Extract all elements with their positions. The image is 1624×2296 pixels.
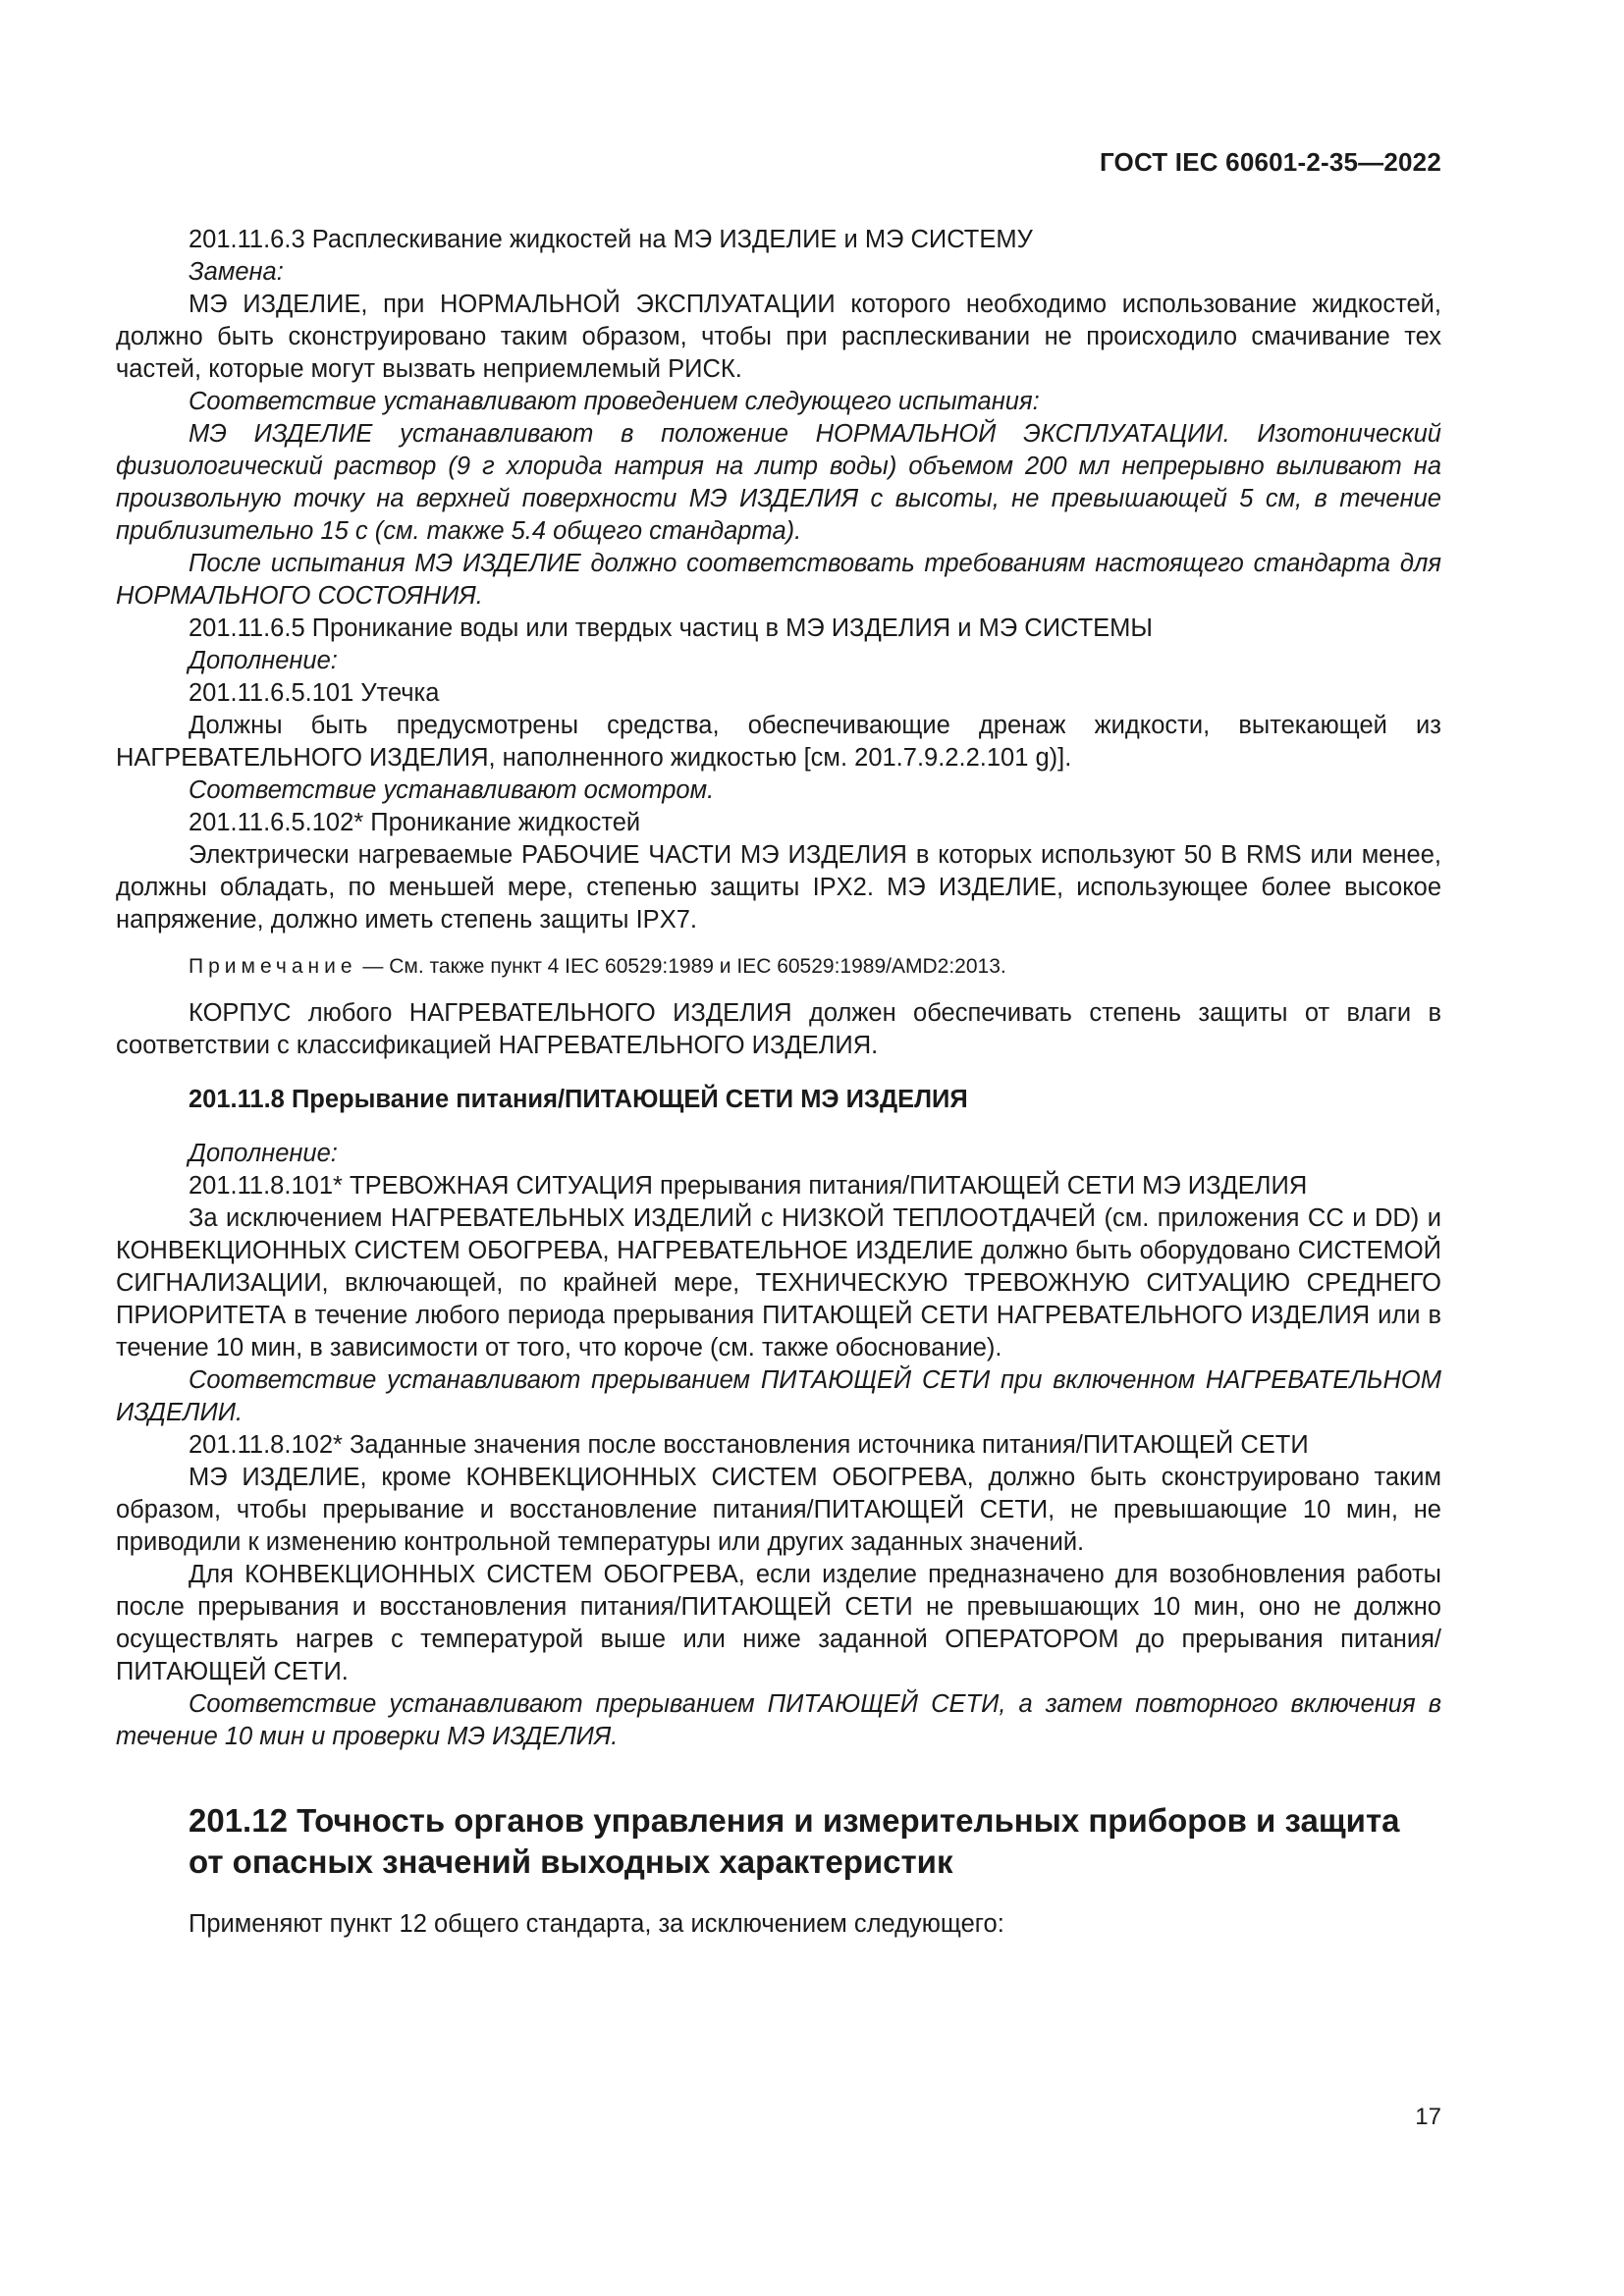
paragraph: За исключением НАГРЕВАТЕЛЬНЫХ ИЗДЕЛИЙ с НИЗКОЙ ТЕПЛООТДАЧЕЙ (см. приложения СС и DD) и КОНВЕКЦИОННЫХ СИСТЕМ ОБОГРЕВА, НАГРЕВАТЕЛЬНОЕ ИЗДЕЛИЕ должно быть оборудовано СИСТЕМОЙ СИГНАЛИЗАЦИИ, включающей, по крайней мере, ТЕХНИЧЕСКУЮ ТРЕВОЖНУЮ СИТУАЦИЮ СРЕДНЕГО ПРИОРИТЕТА в течение любого периода прерывания ПИТАЮЩЕЙ СЕТИ НАГРЕВАТЕЛЬНОГО ИЗДЕЛИЯ или в течение 10 мин, в зависимости от того, что короче (см. также обоснование). <box>116 1204 1441 1362</box>
paragraph: Электрически нагреваемые РАБОЧИЕ ЧАСТИ МЭ ИЗДЕЛИЯ в которых используют 50 В RMS или менее, должны обладать, по меньшей мере, степенью защиты IPX2. МЭ ИЗДЕЛИЕ, использующее более высокое напряжение, должно иметь степень защиты IPX7. <box>116 841 1441 934</box>
paragraph: 201.11.6.5.102* Проникание жидкостей <box>189 809 641 836</box>
paragraph: Соответствие устанавливают проведением следующего испытания: <box>189 388 1040 415</box>
note-label: Примечание <box>189 955 357 978</box>
clause-11-6-paragraphs <box>116 224 1441 936</box>
paragraph: Дополнение: <box>189 1140 338 1167</box>
paragraph: МЭ ИЗДЕЛИЕ, при НОРМАЛЬНОЙ ЭКСПЛУАТАЦИИ которого необходимо использование жидкостей, должно быть сконструировано таким образом, чтобы при расплескивании не происходило смачивание тех частей, которые могут вызвать неприемлемый РИСК. <box>116 291 1441 383</box>
paragraph: МЭ ИЗДЕЛИЕ устанавливают в положение НОРМАЛЬНОЙ ЭКСПЛУАТАЦИИ. Изотонический физиологический раствор (9 г хлорида натрия на литр воды) объемом 200 мл непрерывно выливают на произвольную точку на верхней поверхности МЭ ИЗДЕЛИЯ с высоты, не превышающей 5 см, в течение приблизительно 15 с (см. также 5.4 общего стандарта). <box>116 420 1441 545</box>
page-number: 17 <box>1415 2104 1441 2130</box>
paragraph: 201.11.6.5.101 Утечка <box>189 679 440 707</box>
paragraph: Соответствие устанавливают прерыванием ПИТАЮЩЕЙ СЕТИ, а затем повторного включения в течение 10 мин и проверки МЭ ИЗДЕЛИЯ. <box>116 1690 1441 1750</box>
paragraph: 201.11.6.5 Проникание воды или твердых частиц в МЭ ИЗДЕЛИЯ и МЭ СИСТЕМЫ <box>189 614 1153 642</box>
note <box>116 952 1441 982</box>
document-body <box>116 224 1441 1941</box>
document-id-header: ГОСТ IEC 60601-2-35—2022 <box>1099 147 1441 177</box>
paragraph: 201.11.8.102* Заданные значения после восстановления источника питания/ПИТАЮЩЕЙ СЕТИ <box>189 1431 1309 1459</box>
paragraph: 201.11.8.101* ТРЕВОЖНАЯ СИТУАЦИЯ прерывания питания/ПИТАЮЩЕЙ СЕТИ МЭ ИЗДЕЛИЯ <box>189 1172 1308 1200</box>
paragraph: 201.11.6.3 Расплескивание жидкостей на МЭ ИЗДЕЛИЕ и МЭ СИСТЕМУ <box>189 226 1033 253</box>
note-text: — См. также пункт 4 IEC 60529:1989 и IEC 60529:1989/AMD2:2013. <box>356 955 1006 978</box>
paragraph: Соответствие устанавливают прерыванием ПИТАЮЩЕЙ СЕТИ при включенном НАГРЕВАТЕЛЬНОМ ИЗДЕЛИИ. <box>116 1366 1441 1426</box>
paragraph: Для КОНВЕКЦИОННЫХ СИСТЕМ ОБОГРЕВА, если изделие предназначено для возобновления работы после прерывания и восстановления питания/ПИТАЮЩЕЙ СЕТИ не превышающих 10 мин, оно не должно осуществлять нагрев с температурой выше или ниже заданной ОПЕРАТОРОМ до прерывания питания/ПИТАЮЩЕЙ СЕТИ. <box>116 1561 1441 1685</box>
section-heading: 201.12 Точность органов управления и измерительных приборов и защита от опасных значений выходных характеристик <box>189 1802 1400 1880</box>
paragraph: Должны быть предусмотрены средства, обеспечивающие дренаж жидкости, вытекающей из НАГРЕВАТЕЛЬНОГО ИЗДЕЛИЯ, наполненного жидкостью [см. 201.7.9.2.2.101 g)]. <box>116 712 1441 772</box>
paragraph: Применяют пункт 12 общего стандарта, за исключением следующего: <box>189 1910 1004 1938</box>
paragraph: Замена: <box>189 258 284 286</box>
paragraph: После испытания МЭ ИЗДЕЛИЕ должно соответствовать требованиям настоящего стандарта для НОРМАЛЬНОГО СОСТОЯНИЯ. <box>116 550 1441 610</box>
paragraph: Дополнение: <box>189 647 338 674</box>
subsection-heading: 201.11.8 Прерывание питания/ПИТАЮЩЕЙ СЕТИ МЭ ИЗДЕЛИЯ <box>189 1086 968 1113</box>
paragraph: КОРПУС любого НАГРЕВАТЕЛЬНОГО ИЗДЕЛИЯ должен обеспечивать степень защиты от влаги в соответствии с классификацией НАГРЕВАТЕЛЬНОГО ИЗДЕЛИЯ. <box>116 999 1441 1059</box>
paragraph: Соответствие устанавливают осмотром. <box>189 776 715 804</box>
clause-11-8-paragraphs <box>116 1138 1441 1753</box>
paragraph: МЭ ИЗДЕЛИЕ, кроме КОНВЕКЦИОННЫХ СИСТЕМ ОБОГРЕВА, должно быть сконструировано таким образом, чтобы прерывание и восстановление питания/ПИТАЮЩЕЙ СЕТИ, не превышающие 10 мин, не приводили к изменению контрольной температуры или других заданных значений. <box>116 1464 1441 1556</box>
